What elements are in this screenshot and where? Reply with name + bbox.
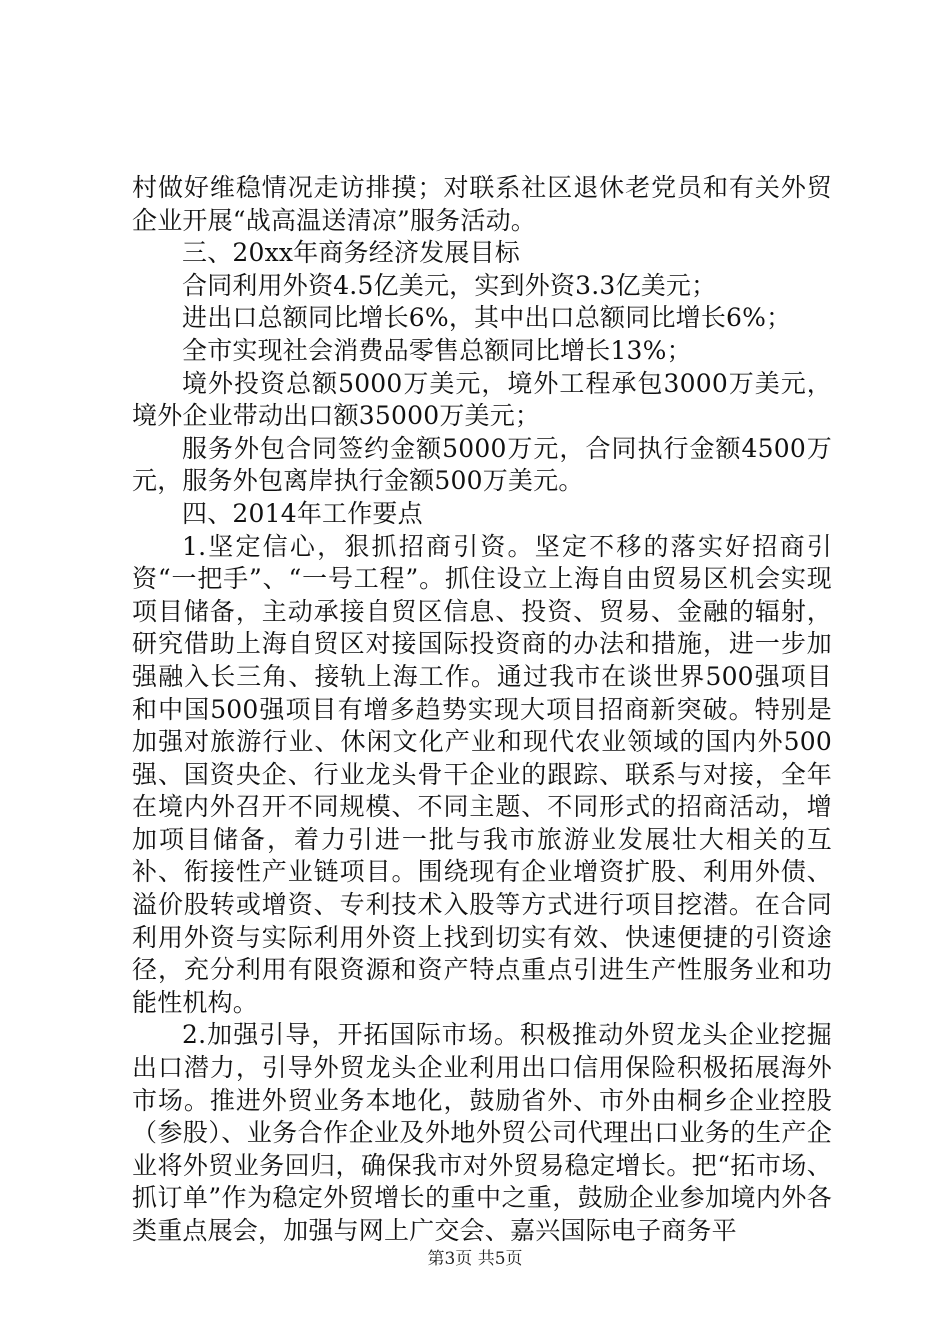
- paragraph-import-export: 进出口总额同比增长6%，其中出口总额同比增长6%；: [182, 303, 792, 333]
- paragraph-foreign-investment: 合同利用外资4.5亿美元，实到外资3.3亿美元；: [182, 270, 717, 300]
- paragraph-international-market: 2.加强引导，开拓国际市场。积极推动外贸龙头企业挖掘出口潜力，引导外贸龙头企业利用出口信用保险积极拓展海外市场。推进外贸业务本地化，鼓励省外、市外由桐乡企业控股（参股）、业务合作企业及外地外贸公司代理出口业务的生产企业将外贸业务回归，确保我市对外贸易稳定增长。把“拓市场、抓订单”作为稳定外贸增长的重中之重，鼓励企业参加境内外各类重点展会，加强与网上广交会、嘉兴国际电子商务平: [132, 1020, 832, 1245]
- document-body: [132, 172, 832, 1248]
- paragraph-retail-sales: 全市实现社会消费品零售总额同比增长13%；: [182, 335, 692, 365]
- section-heading-3: 三、20xx年商务经济发展目标: [182, 238, 521, 268]
- paragraph-1: 村做好维稳情况走访排摸；对联系社区退休老党员和有关外贸企业开展“战高温送清凉”服务活动。: [132, 173, 832, 235]
- paragraph-service-outsourcing: 服务外包合同签约金额5000万元，合同执行金额4500万元，服务外包离岸执行金额500万美元。: [132, 433, 832, 496]
- paragraph-overseas-investment: 境外投资总额5000万美元，境外工程承包3000万美元，境外企业带动出口额35000万美元；: [132, 368, 832, 431]
- page-footer: 第3页 共5页: [427, 1249, 523, 1269]
- paragraph-investment-attraction: 1.坚定信心，狠抓招商引资。坚定不移的落实好招商引资“一把手”、“一号工程”。抓住设立上海自由贸易区机会实现项目储备，主动承接自贸区信息、投资、贸易、金融的辐射，研究借助上海自贸区对接国际投资商的办法和措施，进一步加强融入长三角、接轨上海工作。通过我市在谈世界500强项目和中国500强项目有增多趋势实现大项目招商新突破。特别是加强对旅游行业、休闲文化产业和现代农业领域的国内外500强、国资央企、行业龙头骨干企业的跟踪、联系与对接，全年在境内外召开不同规模、不同主题、不同形式的招商活动，增加项目储备，着力引进一批与我市旅游业发展壮大相关的互补、衔接性产业链项目。围绕现有企业增资扩股、利用外债、溢价股转或增资、专利技术入股等方式进行项目挖潜。在合同利用外资与实际利用外资上找到切实有效、快速便捷的引资途径，充分利用有限资源和资产特点重点引进生产性服务业和功能性机构。: [132, 531, 832, 1017]
- section-heading-4: 四、2014年工作要点: [182, 498, 423, 528]
